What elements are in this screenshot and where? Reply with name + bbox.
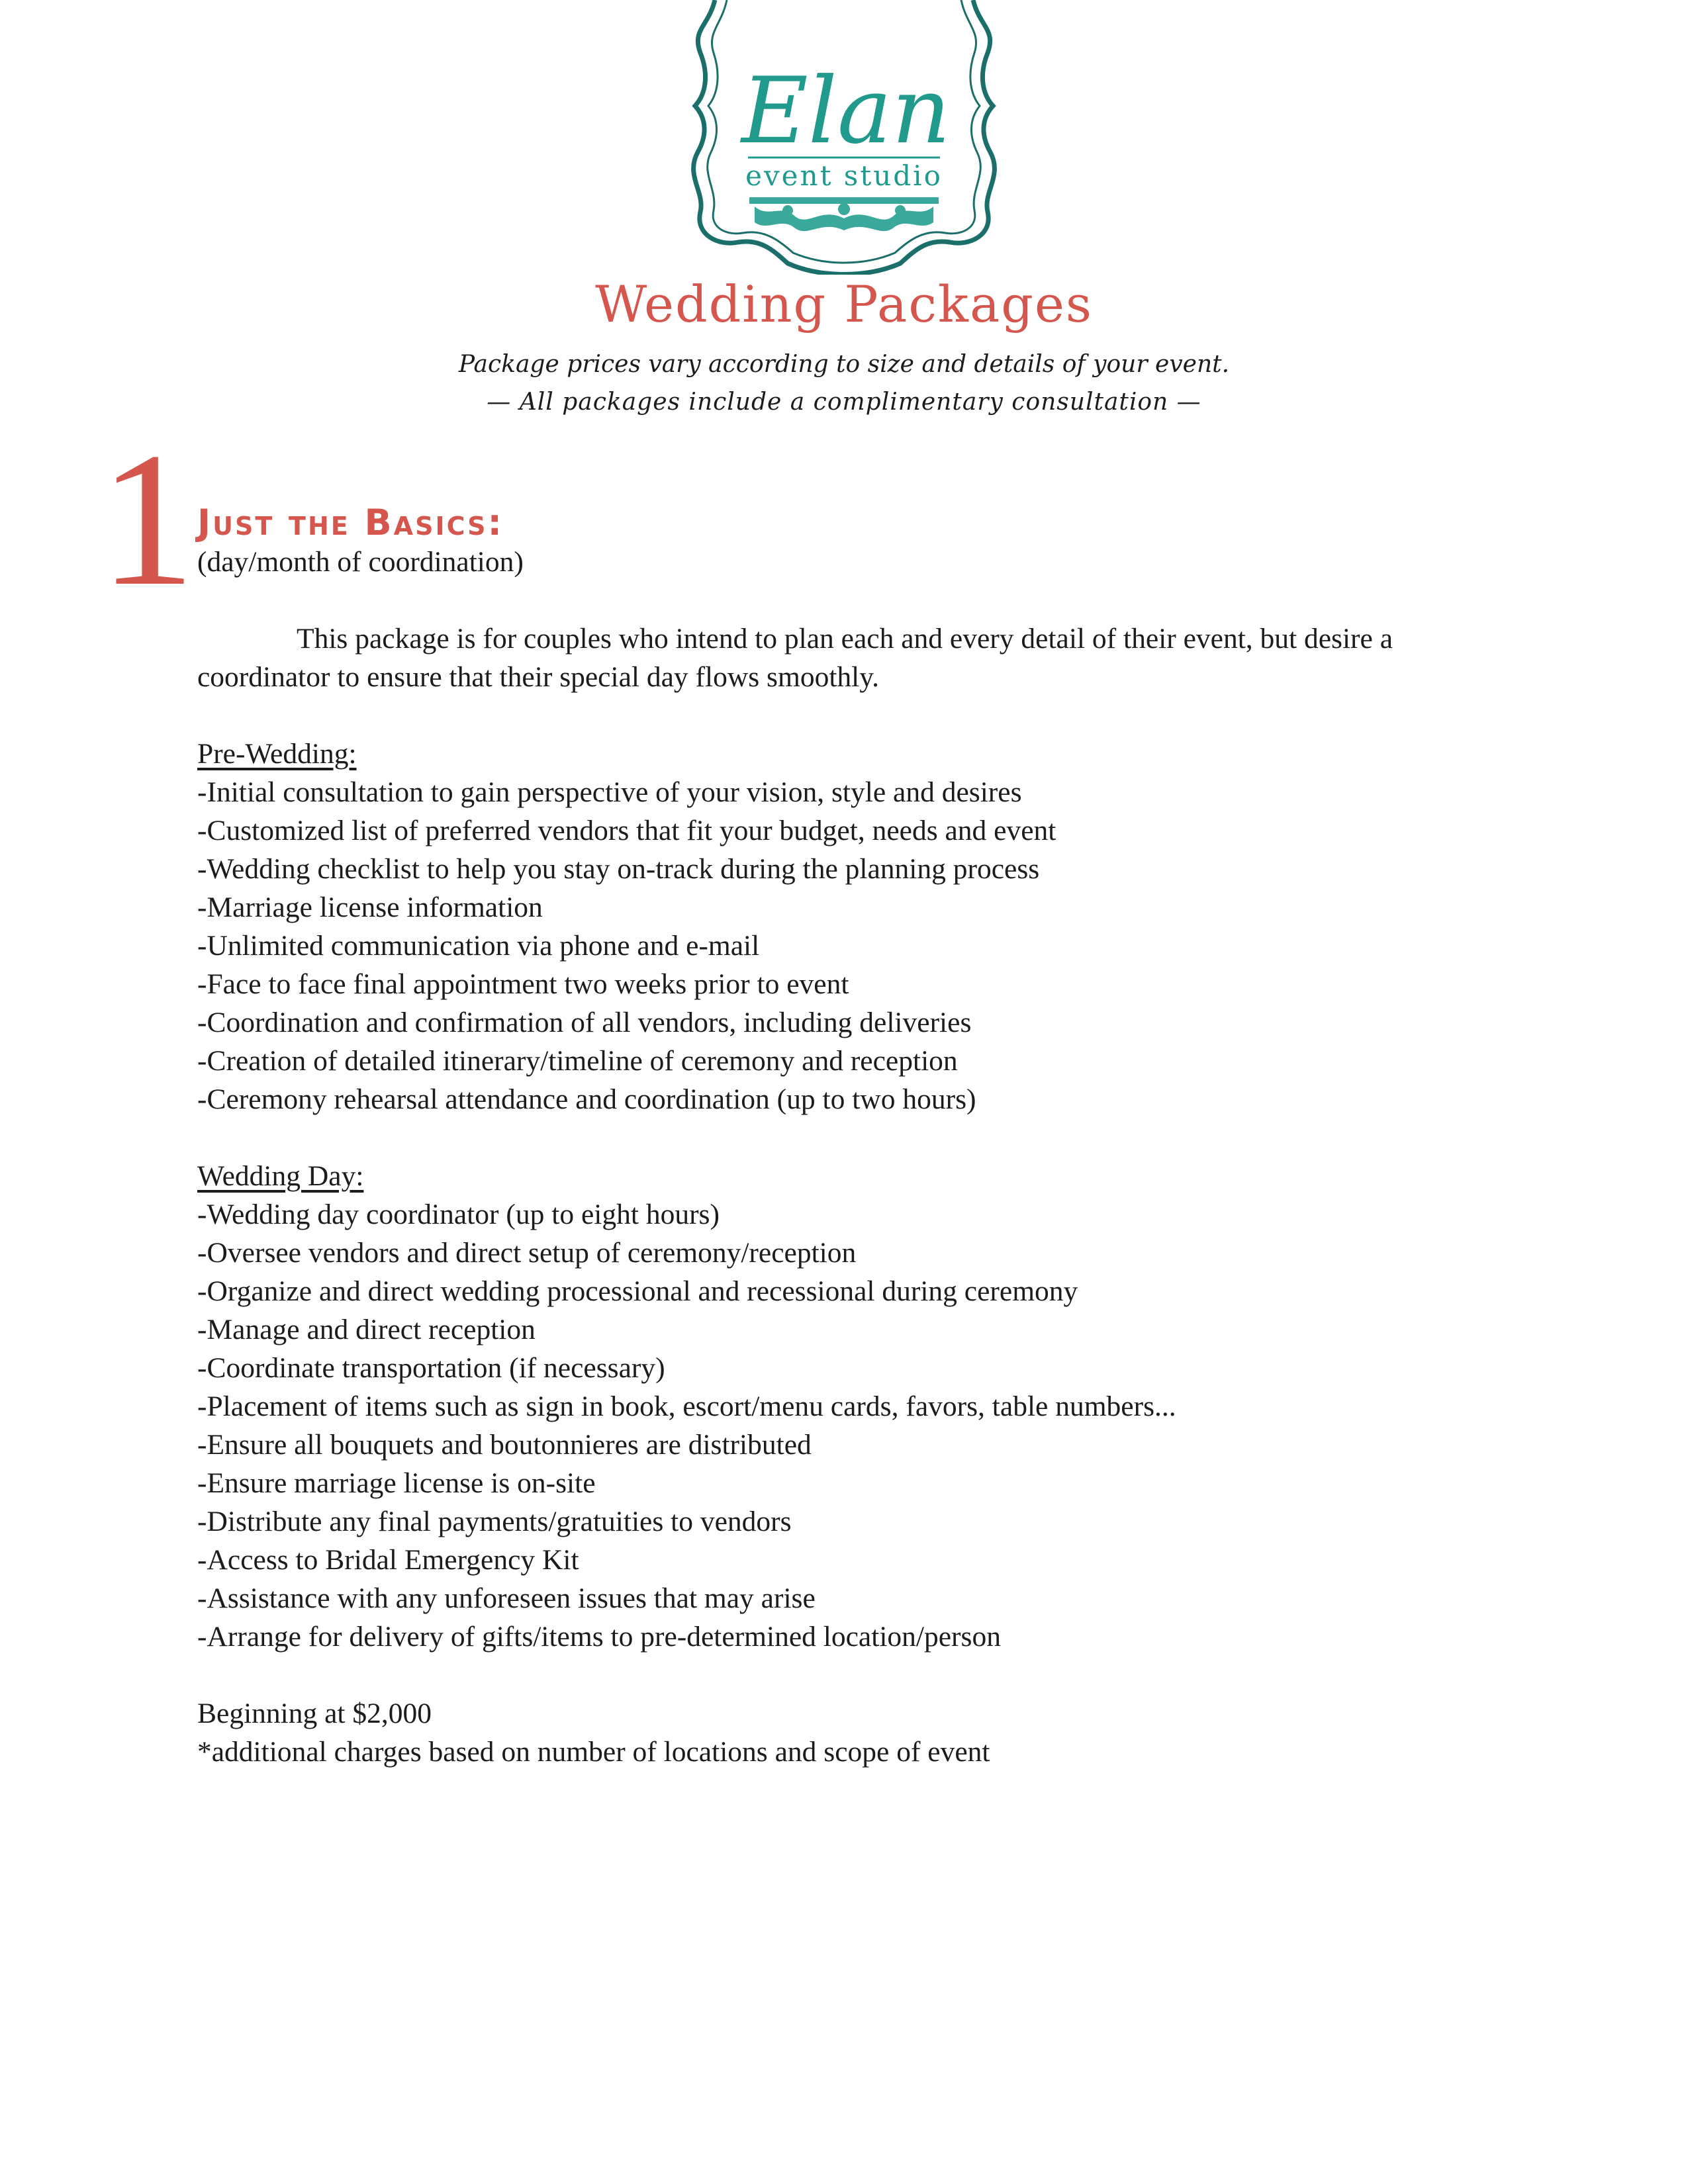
package-content — [197, 502, 1521, 1771]
list-item: -Wedding checklist to help you stay on-track during the planning process — [197, 853, 1040, 885]
package-name: Just the Basics: — [197, 502, 504, 543]
price-note: *additional charges based on number of locations and scope of event — [197, 1736, 990, 1768]
wedding-day-list — [197, 1195, 1521, 1656]
list-item: -Arrange for delivery of gifts/items to pre-determined location/person — [197, 1621, 1001, 1653]
list-item: -Coordinate transportation (if necessary) — [197, 1352, 665, 1384]
consultation-note: — All packages include a complimentary consultation — — [487, 388, 1201, 416]
page-subtitle: Package prices vary according to size and details of your event. — [458, 351, 1230, 378]
logo-tagline-text: event studio — [745, 159, 943, 192]
list-item: -Ensure marriage license is on-site — [197, 1467, 596, 1499]
list-item: -Initial consultation to gain perspective of your vision, style and desires — [197, 776, 1022, 808]
list-item: -Creation of detailed itinerary/timeline of ceremony and reception — [197, 1045, 958, 1077]
list-item: -Unlimited communication via phone and e-mail — [197, 930, 760, 962]
list-item: -Organize and direct wedding processional and recessional during ceremony — [197, 1275, 1078, 1307]
package-intro: This package is for couples who intend to plan each and every detail of their event, but desire a coordinator to ensure that their special day flows smoothly. — [197, 623, 1393, 693]
wedding-day-heading: Wedding Day: — [197, 1160, 364, 1192]
page-title: Wedding Packages — [595, 275, 1093, 334]
package-price: Beginning at $2,000 — [197, 1698, 432, 1729]
pre-wedding-heading: Pre-Wedding: — [197, 738, 357, 770]
list-item: -Placement of items such as sign in book, escort/menu cards, favors, table numbers... — [197, 1390, 1176, 1422]
list-item: -Ceremony rehearsal attendance and coordination (up to two hours) — [197, 1083, 976, 1115]
logo-brand-text: Elan — [741, 58, 951, 164]
pre-wedding-list — [197, 773, 1521, 1118]
package-subtitle: (day/month of coordination) — [197, 546, 524, 578]
elan-event-studio-logo — [688, 0, 1000, 275]
list-item: -Face to face final appointment two weeks prior to event — [197, 968, 849, 1000]
list-item: -Coordination and confirmation of all vendors, including deliveries — [197, 1007, 972, 1038]
list-item: -Ensure all bouquets and boutonnieres are distributed — [197, 1429, 812, 1461]
list-item: -Access to Bridal Emergency Kit — [197, 1544, 579, 1576]
list-item: -Manage and direct reception — [197, 1314, 536, 1345]
list-item: -Customized list of preferred vendors that fit your budget, needs and event — [197, 815, 1056, 846]
list-item: -Oversee vendors and direct setup of ceremony/reception — [197, 1237, 857, 1269]
list-item: -Distribute any final payments/gratuities to vendors — [197, 1506, 792, 1537]
package-number: 1 — [99, 413, 195, 625]
list-item: -Assistance with any unforeseen issues that may arise — [197, 1582, 816, 1614]
list-item: -Marriage license information — [197, 891, 543, 923]
list-item: -Wedding day coordinator (up to eight hours) — [197, 1199, 720, 1230]
logo-ornament — [749, 197, 939, 231]
